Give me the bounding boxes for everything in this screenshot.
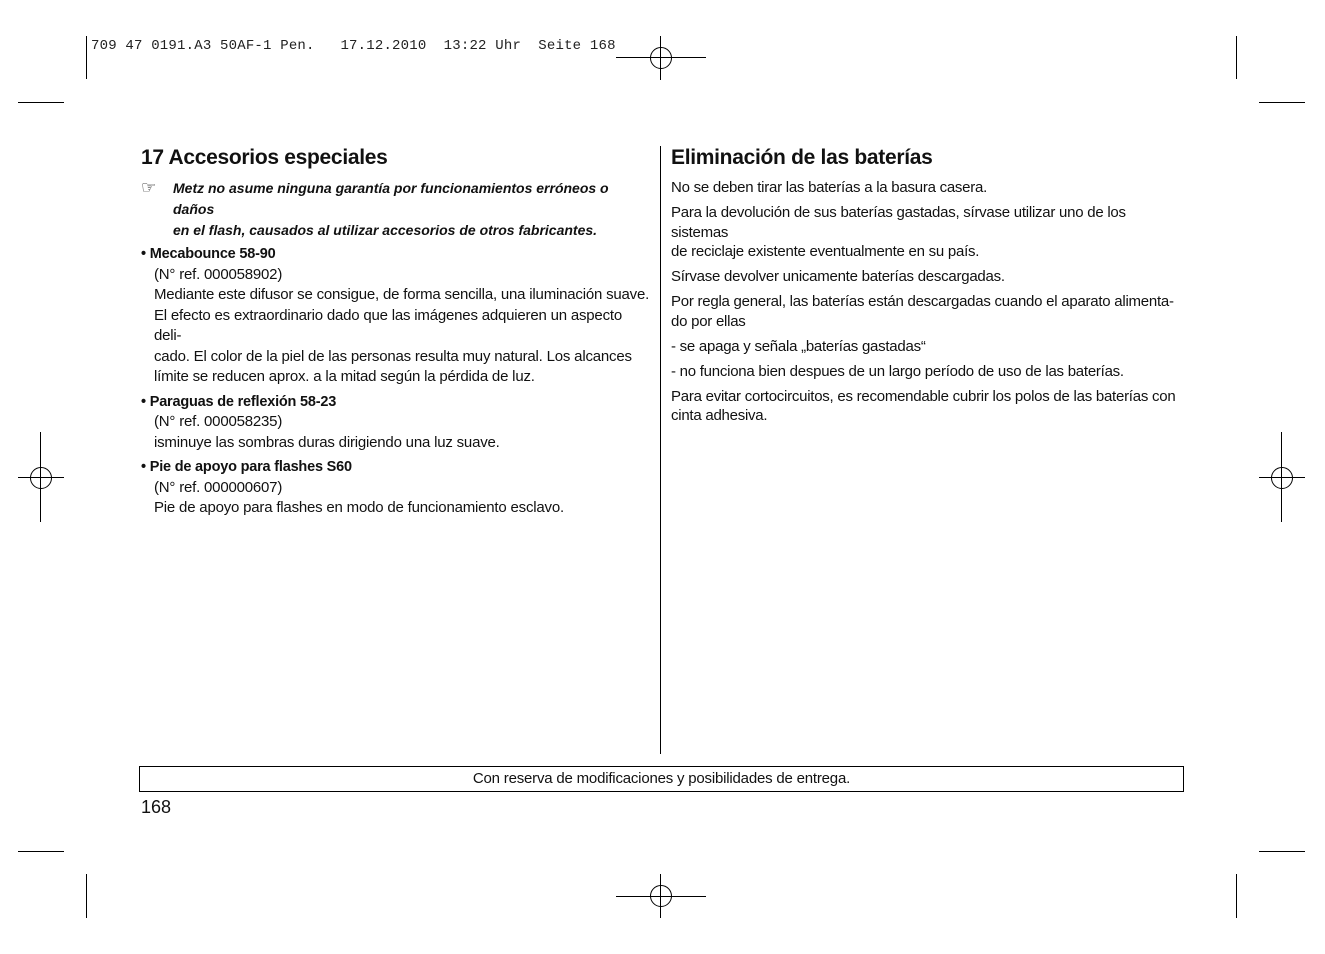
- pointing-hand-icon: ☞: [141, 178, 157, 197]
- accessory-desc-line: límite se reducen aprox. a la mitad según la pérdida de luz.: [154, 368, 535, 385]
- accessory-item: • Paraguas de reflexión 58-23 (N° ref. 000058235) isminuye las sombras duras dirigiendo una luz suave.: [141, 392, 651, 454]
- accessory-ref: (N° ref. 000000607): [154, 478, 283, 496]
- paragraph: [671, 203, 1186, 262]
- footer-disclaimer: Con reserva de modificaciones y posibilidades de entrega.: [139, 766, 1184, 792]
- accessory-name: Paraguas de reflexión 58-23: [149, 393, 337, 410]
- paragraph-line: - no funciona bien despues de un largo período de uso de las baterías.: [671, 362, 1124, 380]
- paragraph-line: Por regla general, las baterías están descargadas cuando el aparato alimenta-: [671, 293, 1174, 310]
- paragraph-line: cinta adhesiva.: [671, 407, 768, 424]
- accessory-ref: (N° ref. 000058902): [154, 265, 283, 283]
- accessory-desc-line: isminuye las sombras duras dirigiendo una luz suave.: [154, 433, 500, 451]
- accessory-item: • Pie de apoyo para flashes S60 (N° ref. 000000607) Pie de apoyo para flashes en modo de funcionamiento esclavo.: [141, 457, 651, 519]
- paragraph: [671, 337, 1186, 357]
- accessory-desc-line: Mediante este difusor se consigue, de forma sencilla, una iluminación suave.: [154, 286, 650, 303]
- accessory-item: • Mecabounce 58-90 (N° ref. 000058902) Mediante este difusor se consigue, de forma sencilla, una iluminación suave. El efecto es extraordinario dado que las imágenes adquieren un aspecto deli- cado. El color de la piel de las personas resulta muy natural. Los alcances límite se reducen aprox. a la mitad según la pérdida de luz.: [141, 244, 651, 388]
- paragraph: [671, 362, 1186, 382]
- paragraph-line: No se deben tirar las baterías a la basura casera.: [671, 179, 988, 196]
- accessory-name: Mecabounce 58-90: [149, 246, 276, 262]
- section-heading-battery-disposal: Eliminación de las baterías: [671, 146, 933, 169]
- accessory-ref: (N° ref. 000058235): [154, 413, 283, 430]
- paragraph: [671, 178, 1186, 198]
- paragraph-line: Para evitar cortocircuitos, es recomendable cubrir los polos de las baterías con: [671, 387, 1176, 405]
- accessory-desc-line: cado. El color de la piel de las personas resulta muy natural. Los alcances: [154, 347, 632, 365]
- note-line: Metz no asume ninguna garantía por funcionamientos erróneos o daños: [173, 180, 609, 217]
- accessory-desc-line: El efecto es extraordinario dado que las imágenes adquieren un aspecto deli-: [154, 306, 622, 344]
- left-column: [141, 144, 651, 523]
- paragraph: [671, 387, 1186, 426]
- paragraph: [671, 267, 1186, 287]
- paragraph-line: Para la devolución de sus baterías gastadas, sírvase utilizar uno de los sistemas: [671, 204, 1126, 241]
- paragraph: [671, 292, 1186, 331]
- section-heading-accessories: 17 Accesorios especiales: [141, 146, 388, 169]
- note-line: en el flash, causados al utilizar accesorios de otros fabricantes.: [173, 222, 598, 238]
- warranty-note: [141, 178, 651, 241]
- accessory-desc-line: Pie de apoyo para flashes en modo de funcionamiento esclavo.: [154, 499, 564, 516]
- print-slug: 709 47 0191.A3 50AF-1 Pen. 17.12.2010 13:22 Uhr Seite 168: [91, 38, 616, 54]
- paragraph-line: - se apaga y señala „baterías gastadas“: [671, 337, 926, 355]
- column-divider: [660, 146, 661, 754]
- right-column: [671, 144, 1186, 431]
- paragraph-line: de reciclaje existente eventualmente en su país.: [671, 243, 980, 260]
- paragraph-line: Sírvase devolver unicamente baterías descargadas.: [671, 268, 1005, 285]
- page-number: 168: [141, 797, 172, 817]
- accessory-name: Pie de apoyo para flashes S60: [149, 459, 352, 475]
- paragraph-line: do por ellas: [671, 312, 746, 330]
